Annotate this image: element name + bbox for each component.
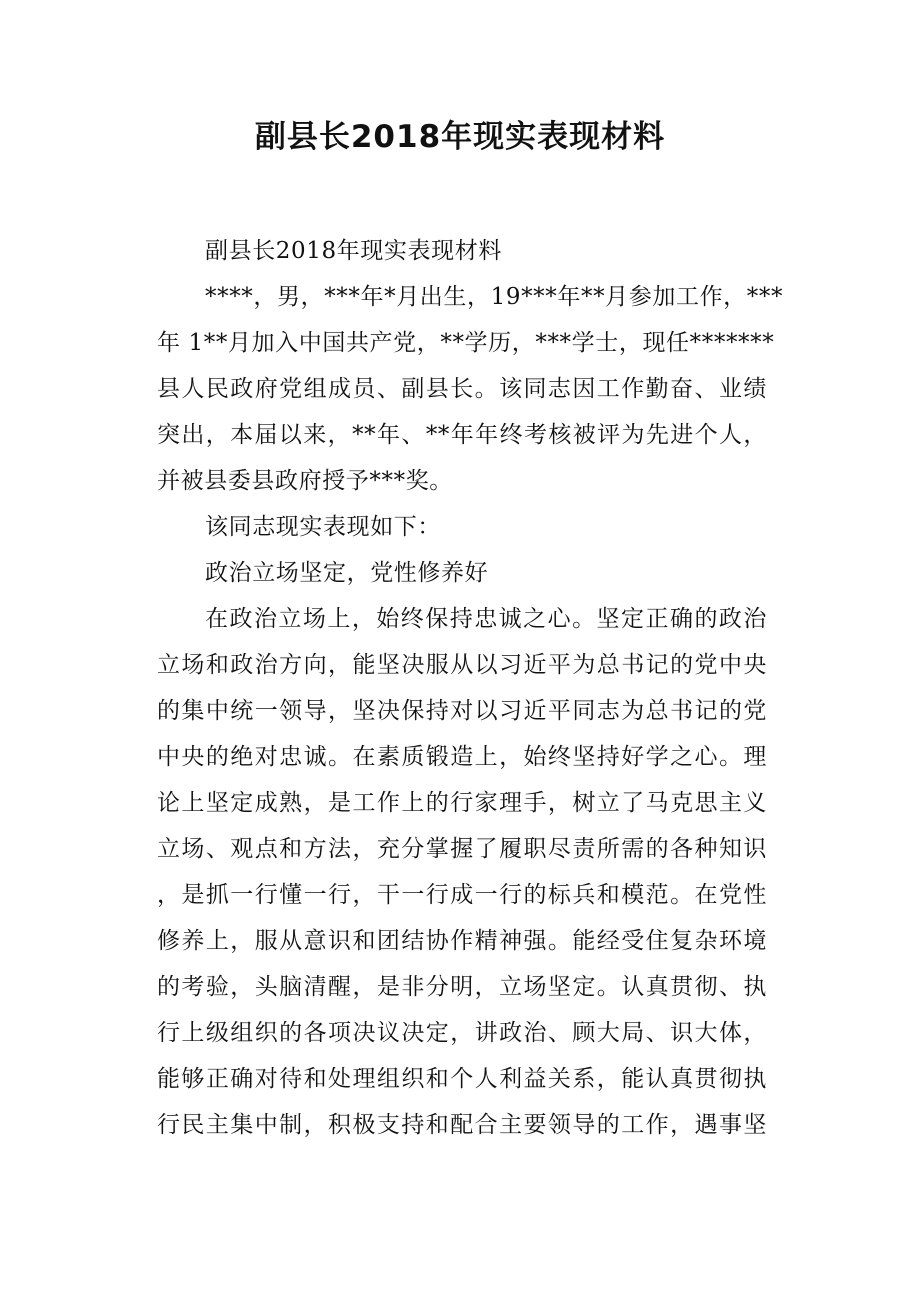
text-line: 并被县委县政府授予***奖。 xyxy=(157,468,453,494)
text-line: 突出，本届以来，**年、**年年终考核被评为先进个人， xyxy=(157,422,767,448)
text-line: ，是抓一行懂一行，干一行成一行的标兵和模范。在党性 xyxy=(157,882,767,908)
text-line: 的集中统一领导，坚决保持对以习近平同志为总书记的党 xyxy=(157,698,767,724)
section-heading: 政治立场坚定，党性修养好 xyxy=(205,560,489,586)
text-line: 年 1**月加入中国共产党，**学历，***学士，现任******* xyxy=(157,330,775,356)
text-line: 论上坚定成熟，是工作上的行家理手，树立了马克思主义 xyxy=(157,790,767,816)
text-line: 修养上，服从意识和团结协作精神强。能经受住复杂环境 xyxy=(157,928,767,954)
text-line: 行民主集中制，积极支持和配合主要领导的工作，遇事坚 xyxy=(157,1112,767,1138)
text-line: 该同志现实表现如下： xyxy=(205,514,441,540)
document-title: 副县长2018年现实表现材料 xyxy=(254,119,666,155)
text-line: 县人民政府党组成员、副县长。该同志因工作勤奋、业绩 xyxy=(157,376,767,402)
text-line: ****，男，***年*月出生，19***年**月参加工作，*** xyxy=(205,284,784,310)
document-body xyxy=(157,228,784,1148)
text-line: 立场、观点和方法，充分掌握了履职尽责所需的各种知识 xyxy=(157,836,767,862)
text-line: 中央的绝对忠诚。在素质锻造上，始终坚持好学之心。理 xyxy=(157,744,767,770)
text-line: 能够正确对待和处理组织和个人利益关系，能认真贯彻执 xyxy=(157,1066,767,1092)
text-line: 行上级组织的各项决议决定，讲政治、顾大局、识大体， xyxy=(157,1020,767,1046)
text-line: 在政治立场上，始终保持忠诚之心。坚定正确的政治 xyxy=(205,606,767,632)
text-line: 副县长2018年现实表现材料 xyxy=(205,238,502,264)
text-line: 的考验，头脑清醒，是非分明，立场坚定。认真贯彻、执 xyxy=(157,974,767,1000)
text-line: 立场和政治方向，能坚决服从以习近平为总书记的党中央 xyxy=(157,652,767,678)
